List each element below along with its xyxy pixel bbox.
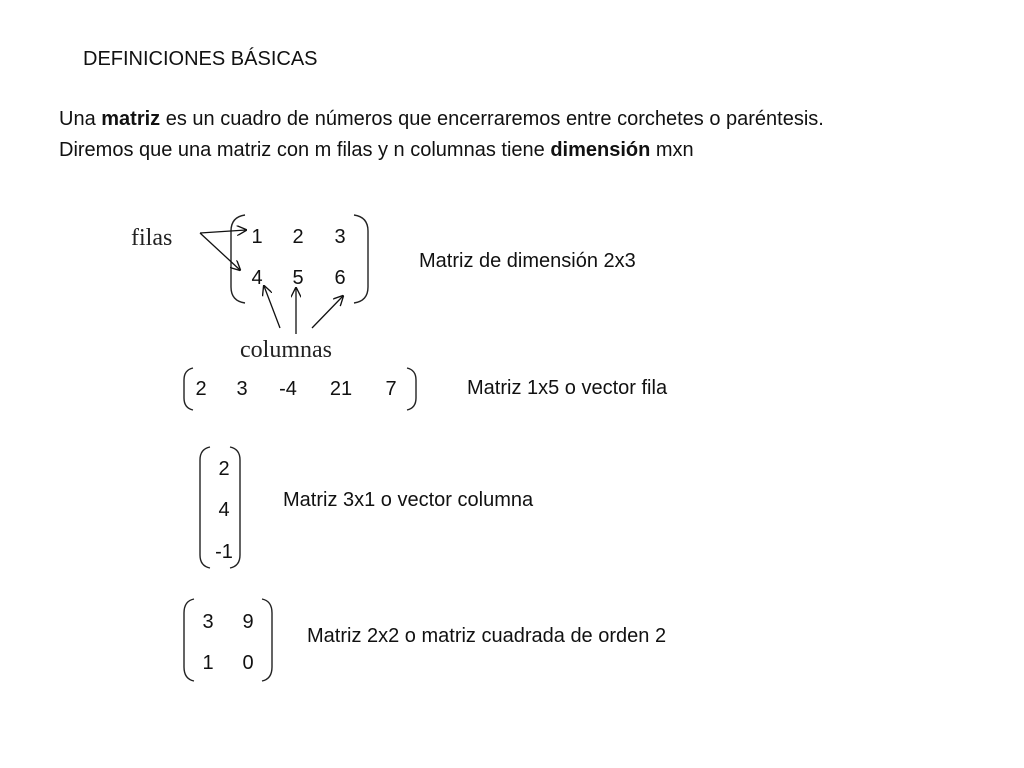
ex1-cell-r2-c2: 5 xyxy=(292,267,304,289)
ex3-cell-r2: 4 xyxy=(218,499,230,521)
ex4-description: Matriz 2x2 o matriz cuadrada de orden 2 xyxy=(307,625,667,647)
ex3-cell-r3: -1 xyxy=(215,541,233,563)
term-matriz: matriz xyxy=(101,108,161,130)
ex1-description: Matriz de dimensión 2x3 xyxy=(419,250,636,272)
ex4-cell-r1-c2: 9 xyxy=(242,611,254,633)
ex1-cell-r1-c1: 1 xyxy=(251,226,263,248)
ex1-cell-r1-c2: 2 xyxy=(292,226,304,248)
ex2-cell-c3: -4 xyxy=(279,378,297,400)
rows-arrow-2 xyxy=(200,233,240,270)
ex1-cell-r1-c3: 3 xyxy=(334,226,346,248)
ex1-cell-r2-c3: 6 xyxy=(334,267,346,289)
ex3-cell-r1: 2 xyxy=(218,458,230,480)
ex2-cell-c1: 2 xyxy=(195,378,207,400)
rows-label: filas xyxy=(131,225,173,251)
ex2-cell-c4: 21 xyxy=(329,378,353,400)
intro-line-1-prefix: Una xyxy=(59,108,102,130)
cols-arrow-1 xyxy=(264,286,280,328)
intro-line-2-suffix: mxn xyxy=(650,139,694,161)
intro-line-1-suffix: es un cuadro de números que encerraremos entre corchetes o paréntesis. xyxy=(160,108,824,130)
ex2-cell-c2: 3 xyxy=(236,378,248,400)
page-title: DEFINICIONES BÁSICAS xyxy=(83,48,318,70)
ex4-cell-r2-c1: 1 xyxy=(202,652,214,674)
ex3-description: Matriz 3x1 o vector columna xyxy=(283,489,534,511)
intro-line-2-prefix: Diremos que una matriz con m filas y n columnas tiene xyxy=(59,139,551,161)
ex2-description: Matriz 1x5 o vector fila xyxy=(467,377,668,399)
columns-label: columnas xyxy=(240,337,332,363)
ex2-cell-c5: 7 xyxy=(385,378,397,400)
ex1-cell-r2-c1: 4 xyxy=(251,267,263,289)
ex4-cell-r1-c1: 3 xyxy=(202,611,214,633)
term-dimension: dimensión xyxy=(550,139,651,161)
cols-arrow-3 xyxy=(312,296,343,328)
ex4-cell-r2-c2: 0 xyxy=(242,652,254,674)
